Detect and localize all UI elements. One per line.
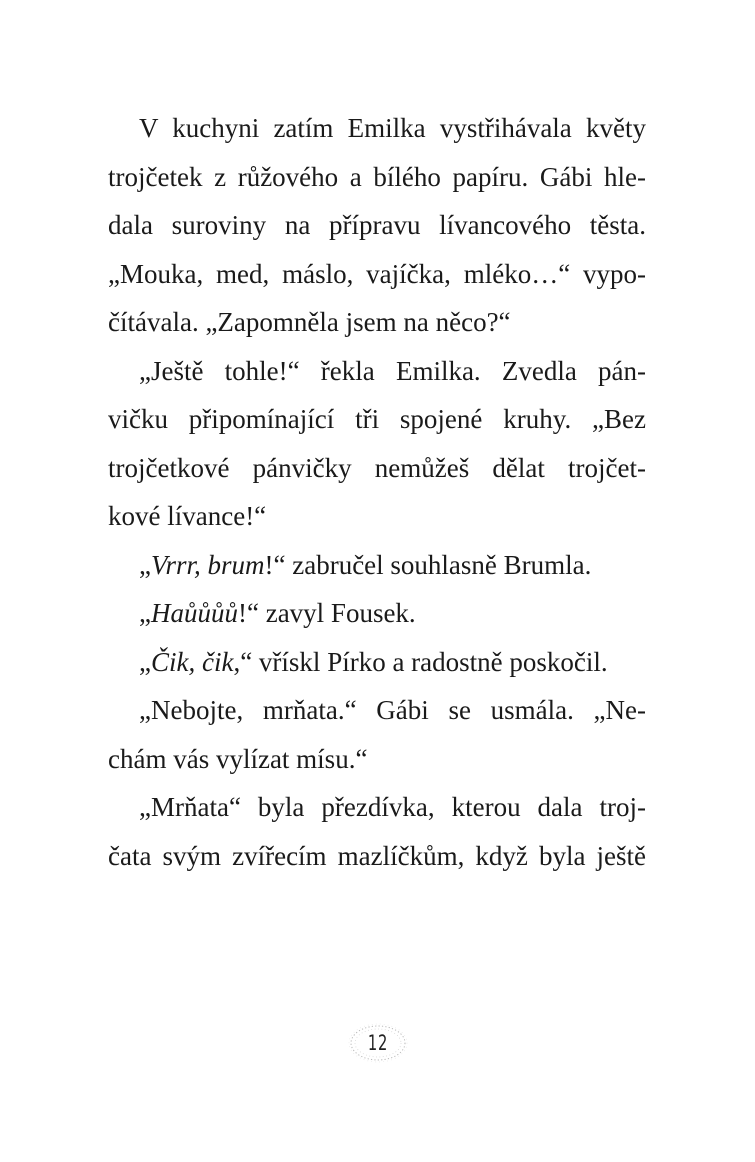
paragraph-1-line-5: čítávala. „Zapomněla jsem na něco?“ (108, 307, 511, 337)
page-body (108, 104, 646, 880)
paragraph-7-line-1: „Mrňata“ byla přezdívka, kterou dala troj- (139, 792, 646, 822)
brumla-sound: Vrrr, brum (150, 549, 265, 580)
paragraph-7-line-2: čata svým zvířecím mazlíčkům, když byla ještě (108, 840, 646, 871)
paragraph-6-line-2: chám vás vylízat mísu.“ (108, 743, 368, 774)
paragraph-2-line-1: „Ještě tohle!“ řekla Emilka. Zvedla pán- (139, 355, 646, 386)
fousek-rest: !“ zavyl Fousek. (237, 598, 416, 628)
paragraph-1-line-1: V kuchyni zatím Emilka vystřihávala květy (139, 113, 646, 143)
paragraph-2-line-2: vičku připomínající tři spojené kruhy. „Bez (108, 404, 646, 434)
paragraph-fousek (108, 589, 646, 638)
quote-open: „ (139, 646, 151, 677)
paragraph-6-line-1: „Nebojte, mrňata.“ Gábi se usmála. „Ne- (139, 695, 646, 725)
page-number-badge (347, 1021, 409, 1065)
quote-open: „ (139, 549, 151, 580)
pirko-rest: ,“ vřískl Pírko a radostně poskočil. (233, 646, 608, 677)
paragraph-2-line-3: trojčetkové pánvičky nemůžeš dělat trojčet- (108, 452, 646, 483)
paragraph-pirko (108, 638, 646, 687)
quote-open: „ (139, 598, 151, 628)
fousek-sound: Haůůůů (150, 598, 238, 628)
paragraph-1-line-2: trojčetek z růžového a bílého papíru. Gábi hle- (108, 161, 646, 192)
page-number: 12 (367, 1031, 389, 1055)
paragraph-2-line-4: kové lívance!“ (108, 501, 267, 531)
paragraph-1-line-4: „Mouka, med, máslo, vajíčka, mléko…“ vypo- (108, 258, 646, 289)
paragraph-1-line-3: dala suroviny na přípravu lívancového těsta. (108, 210, 646, 240)
brumla-rest: !“ zabručel souhlasně Brumla. (264, 549, 592, 580)
pirko-sound: Čik, čik (150, 646, 234, 677)
paragraph-brumla (108, 541, 646, 590)
